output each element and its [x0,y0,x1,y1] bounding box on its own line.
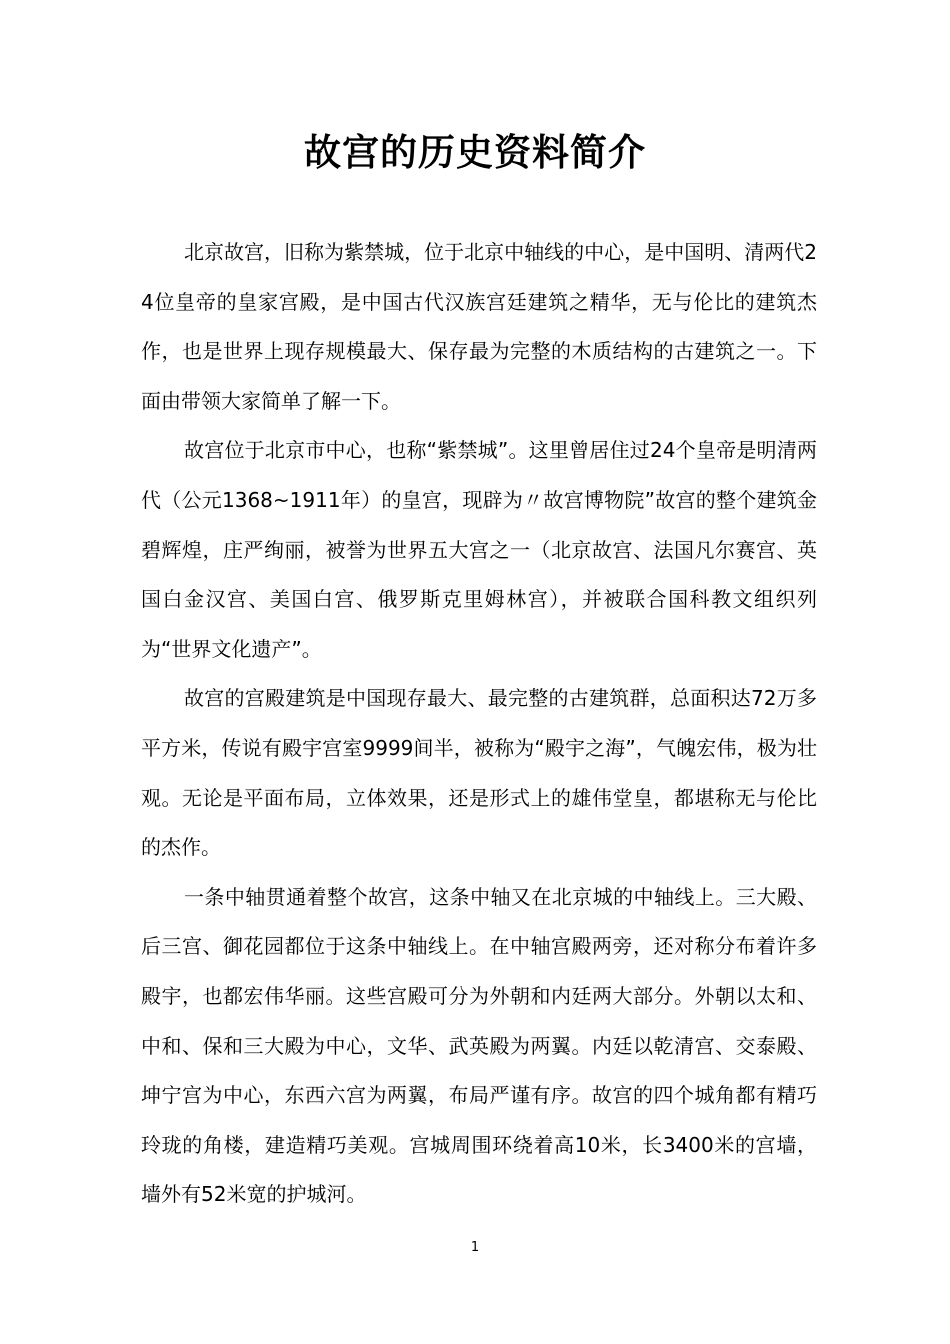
document-body [141,228,817,1220]
page-number: 1 [470,1240,480,1255]
paragraph-architecture: 故宫的宫殿建筑是中国现存最大、最完整的古建筑群，总面积达72万多平方米，传说有殿宇宫室9999间半，被称为“殿宇之海”，气魄宏伟，极为壮观。无论是平面布局，立体效果，还是形式上的雄伟堂皇，都堪称无与伦比的杰作。 [141,686,817,860]
paragraph-layout: 一条中轴贯通着整个故宫，这条中轴又在北京城的中轴线上。三大殿、后三宫、御花园都位于这条中轴线上。在中轴宫殿两旁，还对称分布着许多殿宇，也都宏伟华丽。这些宫殿可分为外朝和内廷两大部分。外朝以太和、中和、保和三大殿为中心，文华、武英殿为两翼。内廷以乾清宫、交泰殿、坤宁宫为中心，东西六宫为两翼，布局严谨有序。故宫的四个城角都有精巧玲珑的角楼，建造精巧美观。宫城周围环绕着高10米，长3400米的宫墙，墙外有52米宽的护城河。 [141,884,817,1207]
paragraph-intro: 北京故宫，旧称为紫禁城，位于北京中轴线的中心，是中国明、清两代24位皇帝的皇家宫殿，是中国古代汉族宫廷建筑之精华，无与伦比的建筑杰作，也是世界上现存规模最大、保存最为完整的木质结构的古建筑之一。下面由带领大家简单了解一下。 [141,240,817,413]
document-title: 故宫的历史资料简介 [304,130,646,174]
paragraph-location: 故宫位于北京市中心，也称“紫禁城”。这里曾居住过24个皇帝是明清两代（公元1368~1911年）的皇宫，现辟为〃故宫博物院”故宫的整个建筑金碧辉煌，庄严绚丽，被誉为世界五大宫之一（北京故宫、法国凡尔赛宫、英国白金汉宫、美国白宫、俄罗斯克里姆林宫），并被联合国科教文组织列为“世界文化遗产”。 [141,438,817,661]
